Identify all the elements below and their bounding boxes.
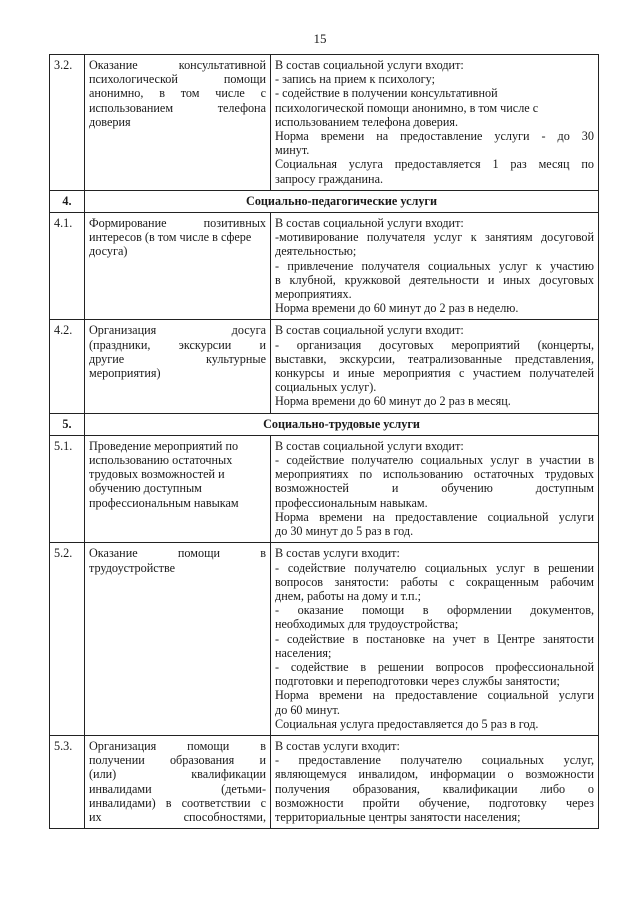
service-description-line: - привлечение получателя социальных услуг к участию [275, 258, 594, 273]
service-name-line: использованию остаточных [89, 453, 233, 468]
service-description-line: подготовки и переподготовки через службы занятости; [275, 674, 560, 689]
service-description-line: минут. [275, 143, 310, 158]
service-number: 4.2. [50, 320, 85, 413]
service-description-line: В состав социальной услуги входит: [275, 323, 464, 338]
service-name-line: их способностями, [89, 809, 266, 824]
section-title: Социально-педагогические услуги [85, 190, 599, 212]
service-description-line: В состав социальной услуги входит: [275, 216, 464, 231]
service-description [271, 435, 599, 542]
service-description-line: - предоставление получателю социальных услуг, [275, 753, 594, 768]
service-description-line: Социальная услуга предоставляется 1 раз месяц по [275, 157, 594, 172]
service-description-line: В состав услуги входит: [275, 546, 400, 561]
service-description-line: - содействие в постановке на учет в Центре занятости [275, 631, 594, 646]
service-description-line: возможности пройти обучение, подготовку через [275, 795, 594, 810]
service-name-line: обучению доступным [89, 481, 202, 496]
service-description-line: запросу гражданина. [275, 171, 384, 186]
service-number: 3.2. [50, 55, 85, 191]
service-name-line: инвалидами) в соответствии с [89, 795, 266, 810]
service-description-line: до 60 минут. [275, 702, 340, 717]
service-description-line: Социальная услуга предоставляется до 5 раз в год. [275, 716, 539, 731]
service-name-line: Организация помощи в [89, 738, 266, 753]
table-body [50, 55, 599, 829]
service-row [50, 55, 599, 191]
service-name-line: (или) квалификации [89, 767, 266, 782]
service-name-line: психологической помощи [89, 72, 266, 87]
social-services-table [49, 54, 599, 829]
service-name-line: получении образования и [89, 753, 266, 768]
service-description-line: Норма времени до 60 минут до 2 раз в неделю. [275, 301, 519, 316]
service-name-line: использованием телефона [89, 100, 266, 115]
service-name [85, 435, 271, 542]
service-description-line: в клубной, кружковой деятельности и иных досуговых [275, 272, 594, 287]
service-description-line: деятельностью; [275, 244, 357, 259]
section-header-row [50, 190, 599, 212]
service-name-line: Формирование позитивных [89, 216, 266, 231]
service-description-line: -мотивирование получателя услуг к занятиям досуговой [275, 230, 594, 245]
service-description-line: Норма времени до 60 минут до 2 раз в месяц. [275, 394, 511, 409]
service-description [271, 735, 599, 828]
service-name [85, 543, 271, 736]
service-name-line: доверия [89, 114, 131, 129]
service-name-line: Оказание помощи в [89, 546, 266, 561]
service-description-line: получения образования, квалификации либо о [275, 781, 594, 796]
service-description-line: использованием телефона доверия. [275, 114, 459, 129]
service-name-line: Проведение мероприятий по [89, 438, 239, 453]
service-description-line: - организация досуговых мероприятий (концерты, [275, 337, 594, 352]
section-title: Социально-трудовые услуги [85, 413, 599, 435]
service-description-line: Норма времени на предоставление социальной услуги [275, 509, 594, 524]
service-row [50, 435, 599, 542]
service-description [271, 543, 599, 736]
service-number: 4.1. [50, 213, 85, 320]
service-description [271, 213, 599, 320]
service-row [50, 213, 599, 320]
service-description-line: вопросов занятости: работы с сокращенным рабочим [275, 574, 594, 589]
service-name [85, 735, 271, 828]
service-number: 5.3. [50, 735, 85, 828]
service-name-line: интересов (в том числе в сфере [89, 230, 252, 245]
service-name-line: трудоустройстве [89, 560, 176, 575]
service-name-line: Оказание консультативной [89, 58, 266, 72]
service-number: 5.2. [50, 543, 85, 736]
service-description-line: психологической помощи анонимно, в том числе с [275, 100, 539, 115]
service-name-line: профессиональным навыкам [89, 495, 239, 510]
section-number: 4. [50, 190, 85, 212]
service-description-line: Норма времени на предоставление социальной услуги [275, 688, 594, 703]
service-row [50, 735, 599, 828]
service-name [85, 55, 271, 191]
service-name [85, 320, 271, 413]
service-description-line: выставки, экскурсии, театрализованные представления, [275, 351, 594, 366]
service-name-line: инвалидами (детьми- [89, 781, 266, 796]
service-description-line: профессиональным навыкам. [275, 495, 428, 510]
service-name-line: мероприятия) [89, 366, 161, 381]
service-description-line: - содействие в получении консультативной [275, 86, 498, 101]
service-description-line: необходимых для трудоустройства; [275, 617, 459, 632]
service-description-line: конкурсы и иные мероприятия с участием получателей [275, 366, 594, 381]
service-description-line: В состав услуги входит: [275, 738, 400, 753]
service-description-line: - содействие получателю социальных услуг в участии в [275, 453, 594, 468]
service-description-line: мероприятиях по использованию остаточных трудовых [275, 467, 594, 482]
section-number: 5. [50, 413, 85, 435]
service-description-line: В состав социальной услуги входит: [275, 58, 464, 72]
service-description-line: В состав социальной услуги входит: [275, 438, 464, 453]
service-name-line: Организация досуга [89, 323, 266, 338]
service-description-line: до 30 минут до 5 раз в год. [275, 524, 414, 539]
service-description-line: социальных услуг). [275, 380, 377, 395]
service-description-line: - содействие в решении вопросов профессиональной [275, 659, 594, 674]
page-number: 15 [313, 31, 327, 46]
service-name-line: другие культурные [89, 351, 266, 366]
service-description-line: Норма времени на предоставление услуги - до 30 [275, 129, 594, 144]
service-description [271, 320, 599, 413]
service-name-line: анонимно, в том числе с [89, 86, 266, 101]
service-description-line: являющемуся инвалидом, информации о возможности [275, 767, 594, 782]
service-name-line: досуга) [89, 244, 128, 259]
service-description-line: населения; [275, 645, 332, 660]
service-name [85, 213, 271, 320]
service-name-line: трудовых возможностей и [89, 467, 225, 482]
service-row [50, 320, 599, 413]
service-description-line: - оказание помощи в оформлении документов, [275, 603, 594, 618]
service-name-line: (праздники, экскурсии и [89, 337, 266, 352]
service-description-line: - содействие получателю социальных услуг в решении [275, 560, 594, 575]
service-description-line: мероприятиях. [275, 287, 352, 302]
service-description-line: днем, работы на дому и т.п.; [275, 588, 422, 603]
section-header-row [50, 413, 599, 435]
service-description-line: возможностей и обучению доступным [275, 481, 594, 496]
service-description-line: - запись на прием к психологу; [275, 72, 435, 87]
service-row [50, 543, 599, 736]
service-description [271, 55, 599, 191]
service-description-line: территориальные центры занятости населения; [275, 809, 521, 824]
service-number: 5.1. [50, 435, 85, 542]
